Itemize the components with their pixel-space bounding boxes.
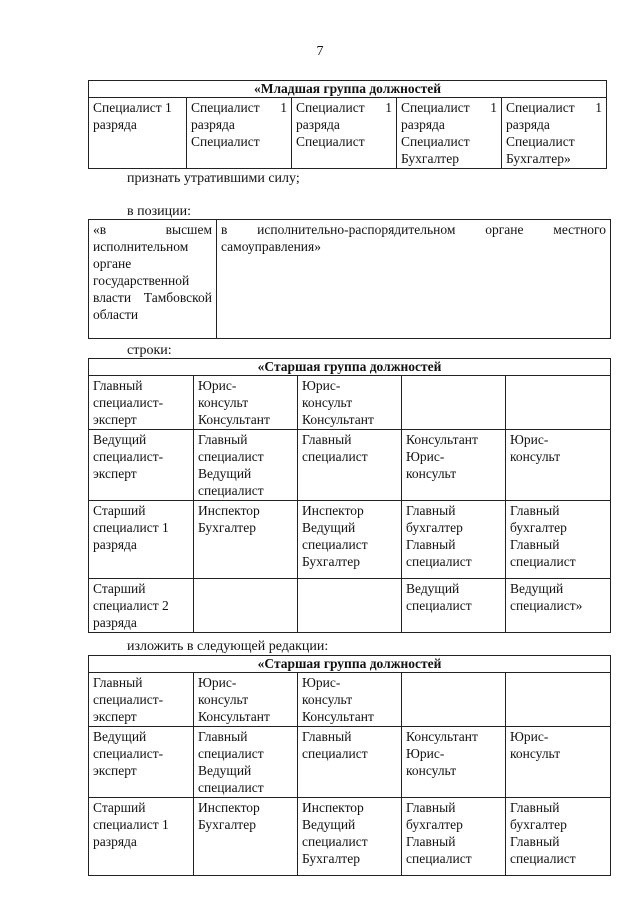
table-cell: Инспектор Ведущий специалист Бухгалтер — [298, 798, 402, 876]
table-cell: Консультант Юрис- консульт — [402, 727, 506, 798]
senior-group-table-new — [88, 655, 611, 876]
table-cell — [506, 673, 611, 727]
table-cell: Юрис- консульт Консультант — [194, 376, 298, 430]
table-cell — [298, 579, 402, 633]
table-cell: Инспектор Бухгалтер — [194, 798, 298, 876]
table-cell: «в высшем исполнительном органе государственной власти Тамбовской области — [89, 220, 217, 339]
position-table — [88, 219, 611, 339]
table-cell: Юрис- консульт Консультант — [194, 673, 298, 727]
table-cell: Главный бухгалтер Главный специалист — [506, 501, 611, 579]
table-cell: Специалист 1 разряда Специалист Бухгалтер» — [502, 98, 607, 169]
table-cell — [402, 673, 506, 727]
table-cell: Специалист 1 разряда Специалист — [187, 98, 292, 169]
table-cell: Главный бухгалтер Главный специалист — [402, 501, 506, 579]
table-cell: Консультант Юрис- консульт — [402, 430, 506, 501]
table-cell: Специалист 1 разряда — [89, 98, 187, 169]
table-cell — [402, 376, 506, 430]
table-cell: Юрис- консульт Консультант — [298, 673, 402, 727]
table-cell: Главный специалист — [298, 430, 402, 501]
paragraph-position: в позиции: — [127, 204, 191, 219]
table-cell: Ведущий специалист — [402, 579, 506, 633]
table-title: «Старшая группа должностей — [89, 656, 611, 673]
table-cell: Старший специалист 2 разряда — [89, 579, 194, 633]
table-cell: Главный бухгалтер Главный специалист — [506, 798, 611, 876]
table-cell: Старший специалист 1 разряда — [89, 501, 194, 579]
table-cell: Ведущий специалист- эксперт — [89, 727, 194, 798]
junior-group-table — [88, 80, 607, 169]
table-cell: Главный специалист Ведущий специалист — [194, 727, 298, 798]
table-cell: Главный бухгалтер Главный специалист — [402, 798, 506, 876]
paragraph-new-edition: изложить в следующей редакции: — [127, 639, 329, 654]
table-cell: Главный специалист- эксперт — [89, 673, 194, 727]
table-cell: Главный специалист- эксперт — [89, 376, 194, 430]
table-cell: Специалист 1 разряда Специалист Бухгалтер — [397, 98, 502, 169]
table-title: «Младшая группа должностей — [89, 81, 607, 98]
paragraph-rows: строки: — [127, 343, 172, 358]
table-title: «Старшая группа должностей — [89, 359, 611, 376]
table-cell — [194, 579, 298, 633]
table-cell: Специалист 1 разряда Специалист — [292, 98, 397, 169]
table-cell: Ведущий специалист» — [506, 579, 611, 633]
table-cell: Ведущий специалист- эксперт — [89, 430, 194, 501]
table-cell: Старший специалист 1 разряда — [89, 798, 194, 876]
table-cell: Главный специалист Ведущий специалист — [194, 430, 298, 501]
senior-group-table-old — [88, 358, 611, 633]
table-cell: Юрис- консульт — [506, 727, 611, 798]
table-cell: Юрис- консульт — [506, 430, 611, 501]
table-cell: в исполнительно-распорядительном органе местного самоуправления» — [217, 220, 611, 339]
page-number: 7 — [316, 44, 324, 59]
table-cell: Главный специалист — [298, 727, 402, 798]
paragraph-invalidate: признать утратившими силу; — [127, 171, 300, 186]
table-cell: Юрис- консульт Консультант — [298, 376, 402, 430]
table-cell: Инспектор Ведущий специалист Бухгалтер — [298, 501, 402, 579]
table-cell: Инспектор Бухгалтер — [194, 501, 298, 579]
table-cell — [506, 376, 611, 430]
